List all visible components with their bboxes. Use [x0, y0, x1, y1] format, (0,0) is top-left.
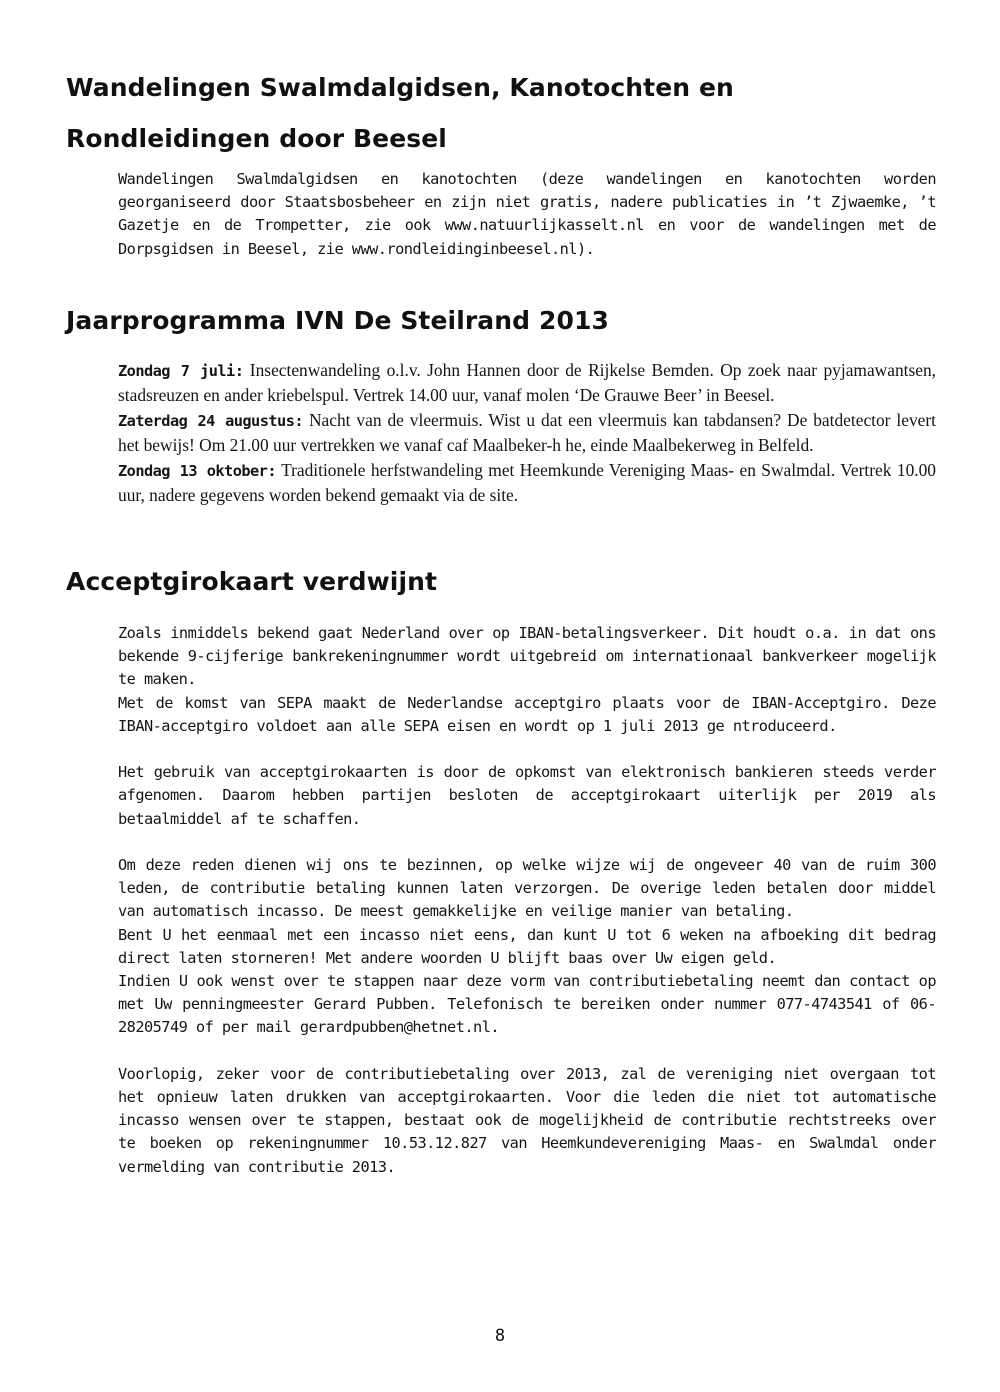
acceptgiro-paragraph: Om deze reden dienen wij ons te bezinnen, op welke wijze wij de ongeveer 40 van de ruim 300 leden, de contributie betaling kunnen laten verzorgen. De overige leden betalen door middel van automatisch incasso. De meest gemakkelijke en veilige manier van betaling. [118, 856, 936, 921]
walks-body [118, 168, 936, 261]
acceptgiro-paragraph: Bent U het eenmaal met een incasso niet eens, dan kunt U tot 6 weken na afboeking dit bedrag direct laten storneren! Met andere woorden U blijft baas over Uw eigen geld. [118, 925, 936, 967]
walks-paragraph: Wandelingen Swalmdalgidsen en kanotochten (deze wandelingen en kanotochten worden georganiseerd door Staatsbosbeheer en zijn niet gratis, nadere publicaties in ’t Zjwaemke, ’t Gazetje en de Trompetter, zie ook www.natuurlijkasselt.nl en voor de wandelingen met de Dorpsgidsen in Beesel, zie www.rondleidinginbeesel.nl). [118, 170, 936, 258]
program-events [118, 358, 936, 507]
event-text: Insectenwandeling o.l.v. John Hannen door de Rijkelse Bemden. Op zoek naar pyjamawantsen, stadsreuzen en ander kriebelspul. Vertrek 14.00 uur, vanaf molen ‘De Grauwe Beer’ in Beesel. [118, 360, 936, 406]
acceptgiro-paragraph: Het gebruik van acceptgirokaarten is door de opkomst van elektronisch bankieren steeds verder afgenomen. Daarom hebben partijen besloten de acceptgirokaart uiterlijk per 2019 als betaalmiddel af te schaffen. [118, 763, 936, 828]
program-event [118, 458, 936, 508]
event-text: Traditionele herfstwandeling met Heemkunde Vereniging Maas- en Swalmdal. Vertrek 10.00 uur, nadere gegevens worden bekend gemaakt via de site. [118, 459, 937, 506]
acceptgiro-paragraph: Indien U ook wenst over te stappen naar deze vorm van contributiebetaling neemt dan contact op met Uw penningmeester Gerard Pubben. Telefonisch te bereiken onder nummer 077-4743541 of 06-28205749 of per mail gerardpubben@hetnet.nl. [118, 972, 936, 1037]
program-event [118, 358, 936, 408]
event-text: Nacht van de vleermuis. Wist u dat een vleermuis kan tabdansen? De batdetector levert het bewijs! Om 21.00 uur vertrekken we vanaf caf Maalbeker-h he, einde Maalbekerweg in Belfeld. [118, 409, 936, 456]
acceptgiro-paragraph: Voorlopig, zeker voor de contributiebetaling over 2013, zal de vereniging niet overgaan tot het opnieuw laten drukken van acceptgirokaarten. Voor die leden die niet tot automatische incasso wensen over te stappen, bestaat ook de mogelijkheid de contributie rechtstreeks over te boeken op rekeningnummer 10.53.12.827 van Heemkundevereniging Maas- en Swalmdal onder vermelding van contributie 2013. [118, 1064, 936, 1176]
program-event [118, 408, 936, 458]
section-title-program: Jaarprogramma IVN De Steilrand 2013 [66, 306, 609, 335]
paragraph-gap [118, 831, 936, 854]
acceptgiro-paragraph: Zoals inmiddels bekend gaat Nederland over op IBAN-betalingsverkeer. Dit houdt o.a. in dat ons bekende 9-cijferige bankrekeningnummer wordt uitgebreid om internationaal bankverkeer mogelijk te maken. [118, 624, 936, 689]
event-date: Zaterdag 24 augustus: [118, 411, 304, 430]
event-date: Zondag 13 oktober: [118, 461, 276, 480]
acceptgiro-paragraph: Met de komst van SEPA maakt de Nederlandse acceptgiro plaats voor de IBAN-Acceptgiro. Deze IBAN-acceptgiro voldoet aan alle SEPA eisen en wordt op 1 juli 2013 ge ntroduceerd. [118, 693, 936, 735]
paragraph-gap [118, 738, 936, 761]
section-title-acceptgiro: Acceptgirokaart verdwijnt [66, 567, 438, 596]
section-title-walks: Wandelingen Swalmdalgidsen, Kanotochten en Rondleidingen door Beesel [66, 73, 734, 153]
page-number: 8 [494, 1326, 506, 1346]
acceptgiro-body [118, 622, 936, 1179]
event-date: Zondag 7 juli: [118, 362, 244, 380]
paragraph-gap [118, 1040, 936, 1063]
